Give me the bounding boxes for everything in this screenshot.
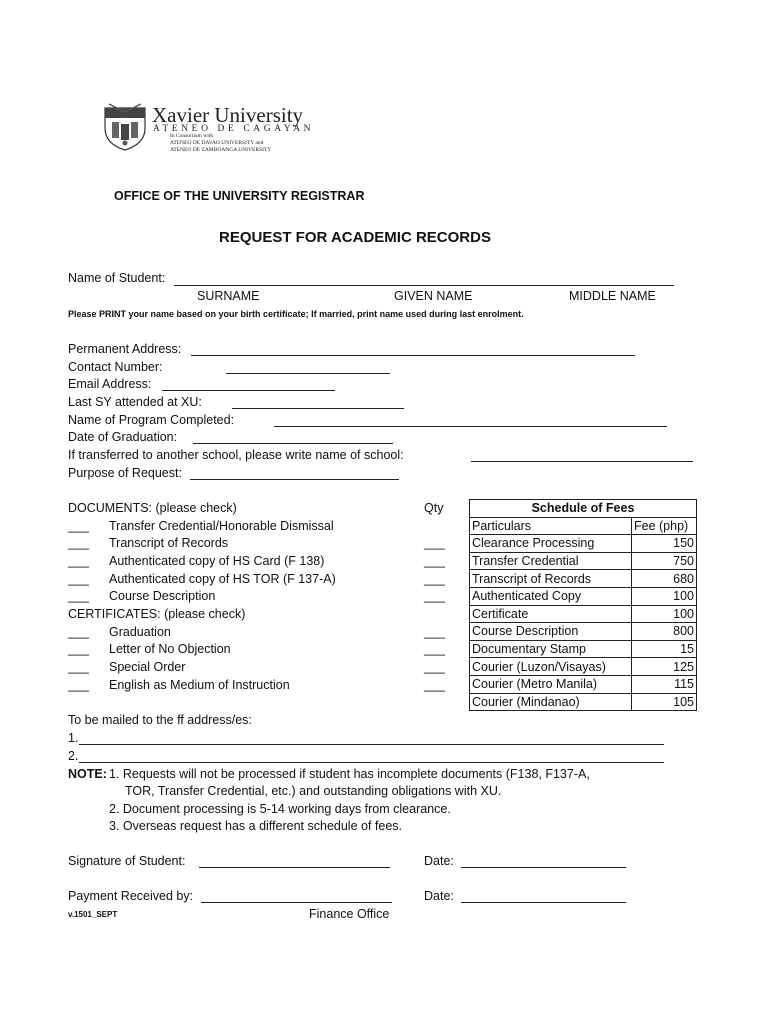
fee-particular: Courier (Mindanao)	[470, 693, 632, 711]
program-field[interactable]	[274, 426, 667, 427]
fee-particular: Transcript of Records	[470, 570, 632, 588]
note-label: NOTE:	[68, 767, 107, 781]
fee-amount: 105	[632, 693, 697, 711]
fee-amount: 150	[632, 535, 697, 553]
form-title: REQUEST FOR ACADEMIC RECORDS	[219, 229, 491, 246]
particulars-header: Particulars	[470, 517, 632, 535]
table-row	[470, 640, 697, 658]
university-name: Xavier University	[152, 103, 304, 127]
transferred-school-field[interactable]	[471, 461, 693, 462]
fee-amount: 100	[632, 605, 697, 623]
graduation-date-field[interactable]	[193, 443, 393, 444]
purpose-field[interactable]	[190, 479, 399, 480]
table-row	[470, 693, 697, 711]
fee-amount: 100	[632, 587, 697, 605]
fee-particular: Course Description	[470, 623, 632, 641]
surname-label: SURNAME	[197, 289, 260, 303]
certificate-item: Special Order	[109, 660, 186, 674]
fee-amount: 15	[632, 640, 697, 658]
table-row	[470, 605, 697, 623]
qty-field[interactable]: ___	[424, 554, 445, 568]
table-row	[470, 552, 697, 570]
graduation-date-label: Date of Graduation:	[68, 430, 178, 444]
fee-amount: 680	[632, 570, 697, 588]
qty-field[interactable]: ___	[424, 660, 445, 674]
university-subtitle: ATENEO DE CAGAYAN	[153, 124, 315, 134]
mailing-label: To be mailed to the ff address/es:	[68, 713, 252, 727]
email-address-label: Email Address:	[68, 377, 152, 391]
permanent-address-field[interactable]	[191, 355, 635, 356]
email-address-field[interactable]	[162, 390, 335, 391]
certificate-checkbox[interactable]: ___	[68, 625, 89, 639]
form-version: v.1501_SEPT	[68, 910, 118, 919]
contact-number-field[interactable]	[226, 373, 390, 374]
mailing-line-1-number: 1.	[68, 731, 79, 745]
fee-schedule-title: Schedule of Fees	[470, 500, 697, 518]
transferred-label: If transferred to another school, please write name of school:	[68, 448, 404, 462]
fee-amount: 125	[632, 658, 697, 676]
fee-amount: 800	[632, 623, 697, 641]
payment-label: Payment Received by:	[68, 889, 194, 903]
mailing-address-2-field[interactable]	[79, 762, 664, 763]
payment-received-field[interactable]	[201, 902, 392, 903]
note-item: 2. Document processing is 5-14 working days from clearance.	[109, 802, 451, 816]
fee-amount: 750	[632, 552, 697, 570]
document-item: Authenticated copy of HS TOR (F 137-A)	[109, 572, 336, 586]
document-checkbox[interactable]: ___	[68, 536, 89, 550]
payment-date-label: Date:	[424, 889, 454, 903]
student-name-field[interactable]	[174, 285, 674, 286]
university-seal-logo	[103, 102, 147, 152]
qty-field[interactable]: ___	[424, 625, 445, 639]
qty-heading: Qty	[424, 501, 444, 515]
signature-label: Signature of Student:	[68, 854, 186, 868]
middle-name-label: MIDDLE NAME	[569, 289, 656, 303]
student-name-label: Name of Student:	[68, 271, 166, 285]
table-row	[470, 570, 697, 588]
document-checkbox[interactable]: ___	[68, 589, 89, 603]
fee-particular: Certificate	[470, 605, 632, 623]
fee-particular: Clearance Processing	[470, 535, 632, 553]
fee-particular: Authenticated Copy	[470, 587, 632, 605]
given-name-label: GIVEN NAME	[394, 289, 473, 303]
document-checkbox[interactable]: ___	[68, 519, 89, 533]
purpose-label: Purpose of Request:	[68, 466, 182, 480]
qty-field[interactable]: ___	[424, 642, 445, 656]
signature-field[interactable]	[199, 867, 390, 868]
certificate-checkbox[interactable]: ___	[68, 660, 89, 674]
mailing-line-2-number: 2.	[68, 749, 79, 763]
qty-field[interactable]: ___	[424, 589, 445, 603]
document-checkbox[interactable]: ___	[68, 554, 89, 568]
consortium-line-2: ATENEO DE DAVAO UNIVERSITY and	[170, 140, 264, 146]
note-item: 3. Overseas request has a different schedule of fees.	[109, 819, 402, 833]
permanent-address-label: Permanent Address:	[68, 342, 182, 356]
document-item: Course Description	[109, 589, 216, 603]
document-checkbox[interactable]: ___	[68, 572, 89, 586]
table-row	[470, 658, 697, 676]
certificate-checkbox[interactable]: ___	[68, 678, 89, 692]
print-name-note: Please PRINT your name based on your birth certificate; If married, print name used during last enrolment.	[68, 309, 524, 319]
program-label: Name of Program Completed:	[68, 413, 235, 427]
consortium-line-1: In Consortium with	[170, 133, 214, 139]
certificates-heading: CERTIFICATES: (please check)	[68, 607, 246, 621]
document-item: Transcript of Records	[109, 536, 229, 550]
certificate-item: Letter of No Objection	[109, 642, 231, 656]
finance-office-label: Finance Office	[309, 907, 390, 921]
certificate-item: Graduation	[109, 625, 171, 639]
table-row	[470, 675, 697, 693]
fee-particular: Documentary Stamp	[470, 640, 632, 658]
fee-schedule-table	[469, 499, 697, 711]
qty-field[interactable]: ___	[424, 572, 445, 586]
signature-date-label: Date:	[424, 854, 454, 868]
document-item: Transfer Credential/Honorable Dismissal	[109, 519, 334, 533]
mailing-address-1-field[interactable]	[79, 744, 664, 745]
documents-heading: DOCUMENTS: (please check)	[68, 501, 237, 515]
fee-particular: Courier (Luzon/Visayas)	[470, 658, 632, 676]
qty-field[interactable]: ___	[424, 678, 445, 692]
contact-number-label: Contact Number:	[68, 360, 163, 374]
fee-particular: Transfer Credential	[470, 552, 632, 570]
table-row	[470, 623, 697, 641]
consortium-line-3: ATENEO DE ZAMBOANGA UNIVERSITY	[170, 147, 272, 153]
fee-amount: 115	[632, 675, 697, 693]
office-heading: OFFICE OF THE UNIVERSITY REGISTRAR	[114, 189, 365, 203]
note-item: 1. Requests will not be processed if student has incomplete documents (F138, F137-A,	[109, 767, 590, 781]
last-sy-label: Last SY attended at XU:	[68, 395, 202, 409]
last-sy-field[interactable]	[232, 408, 404, 409]
certificate-item: English as Medium of Instruction	[109, 678, 290, 692]
fee-header: Fee (php)	[632, 517, 697, 535]
qty-field[interactable]: ___	[424, 536, 445, 550]
fee-particular: Courier (Metro Manila)	[470, 675, 632, 693]
payment-date-field[interactable]	[461, 902, 626, 903]
signature-date-field[interactable]	[461, 867, 626, 868]
table-row	[470, 587, 697, 605]
certificate-checkbox[interactable]: ___	[68, 642, 89, 656]
document-item: Authenticated copy of HS Card (F 138)	[109, 554, 325, 568]
note-item: TOR, Transfer Credential, etc.) and outstanding obligations with XU.	[125, 784, 502, 798]
table-row	[470, 535, 697, 553]
